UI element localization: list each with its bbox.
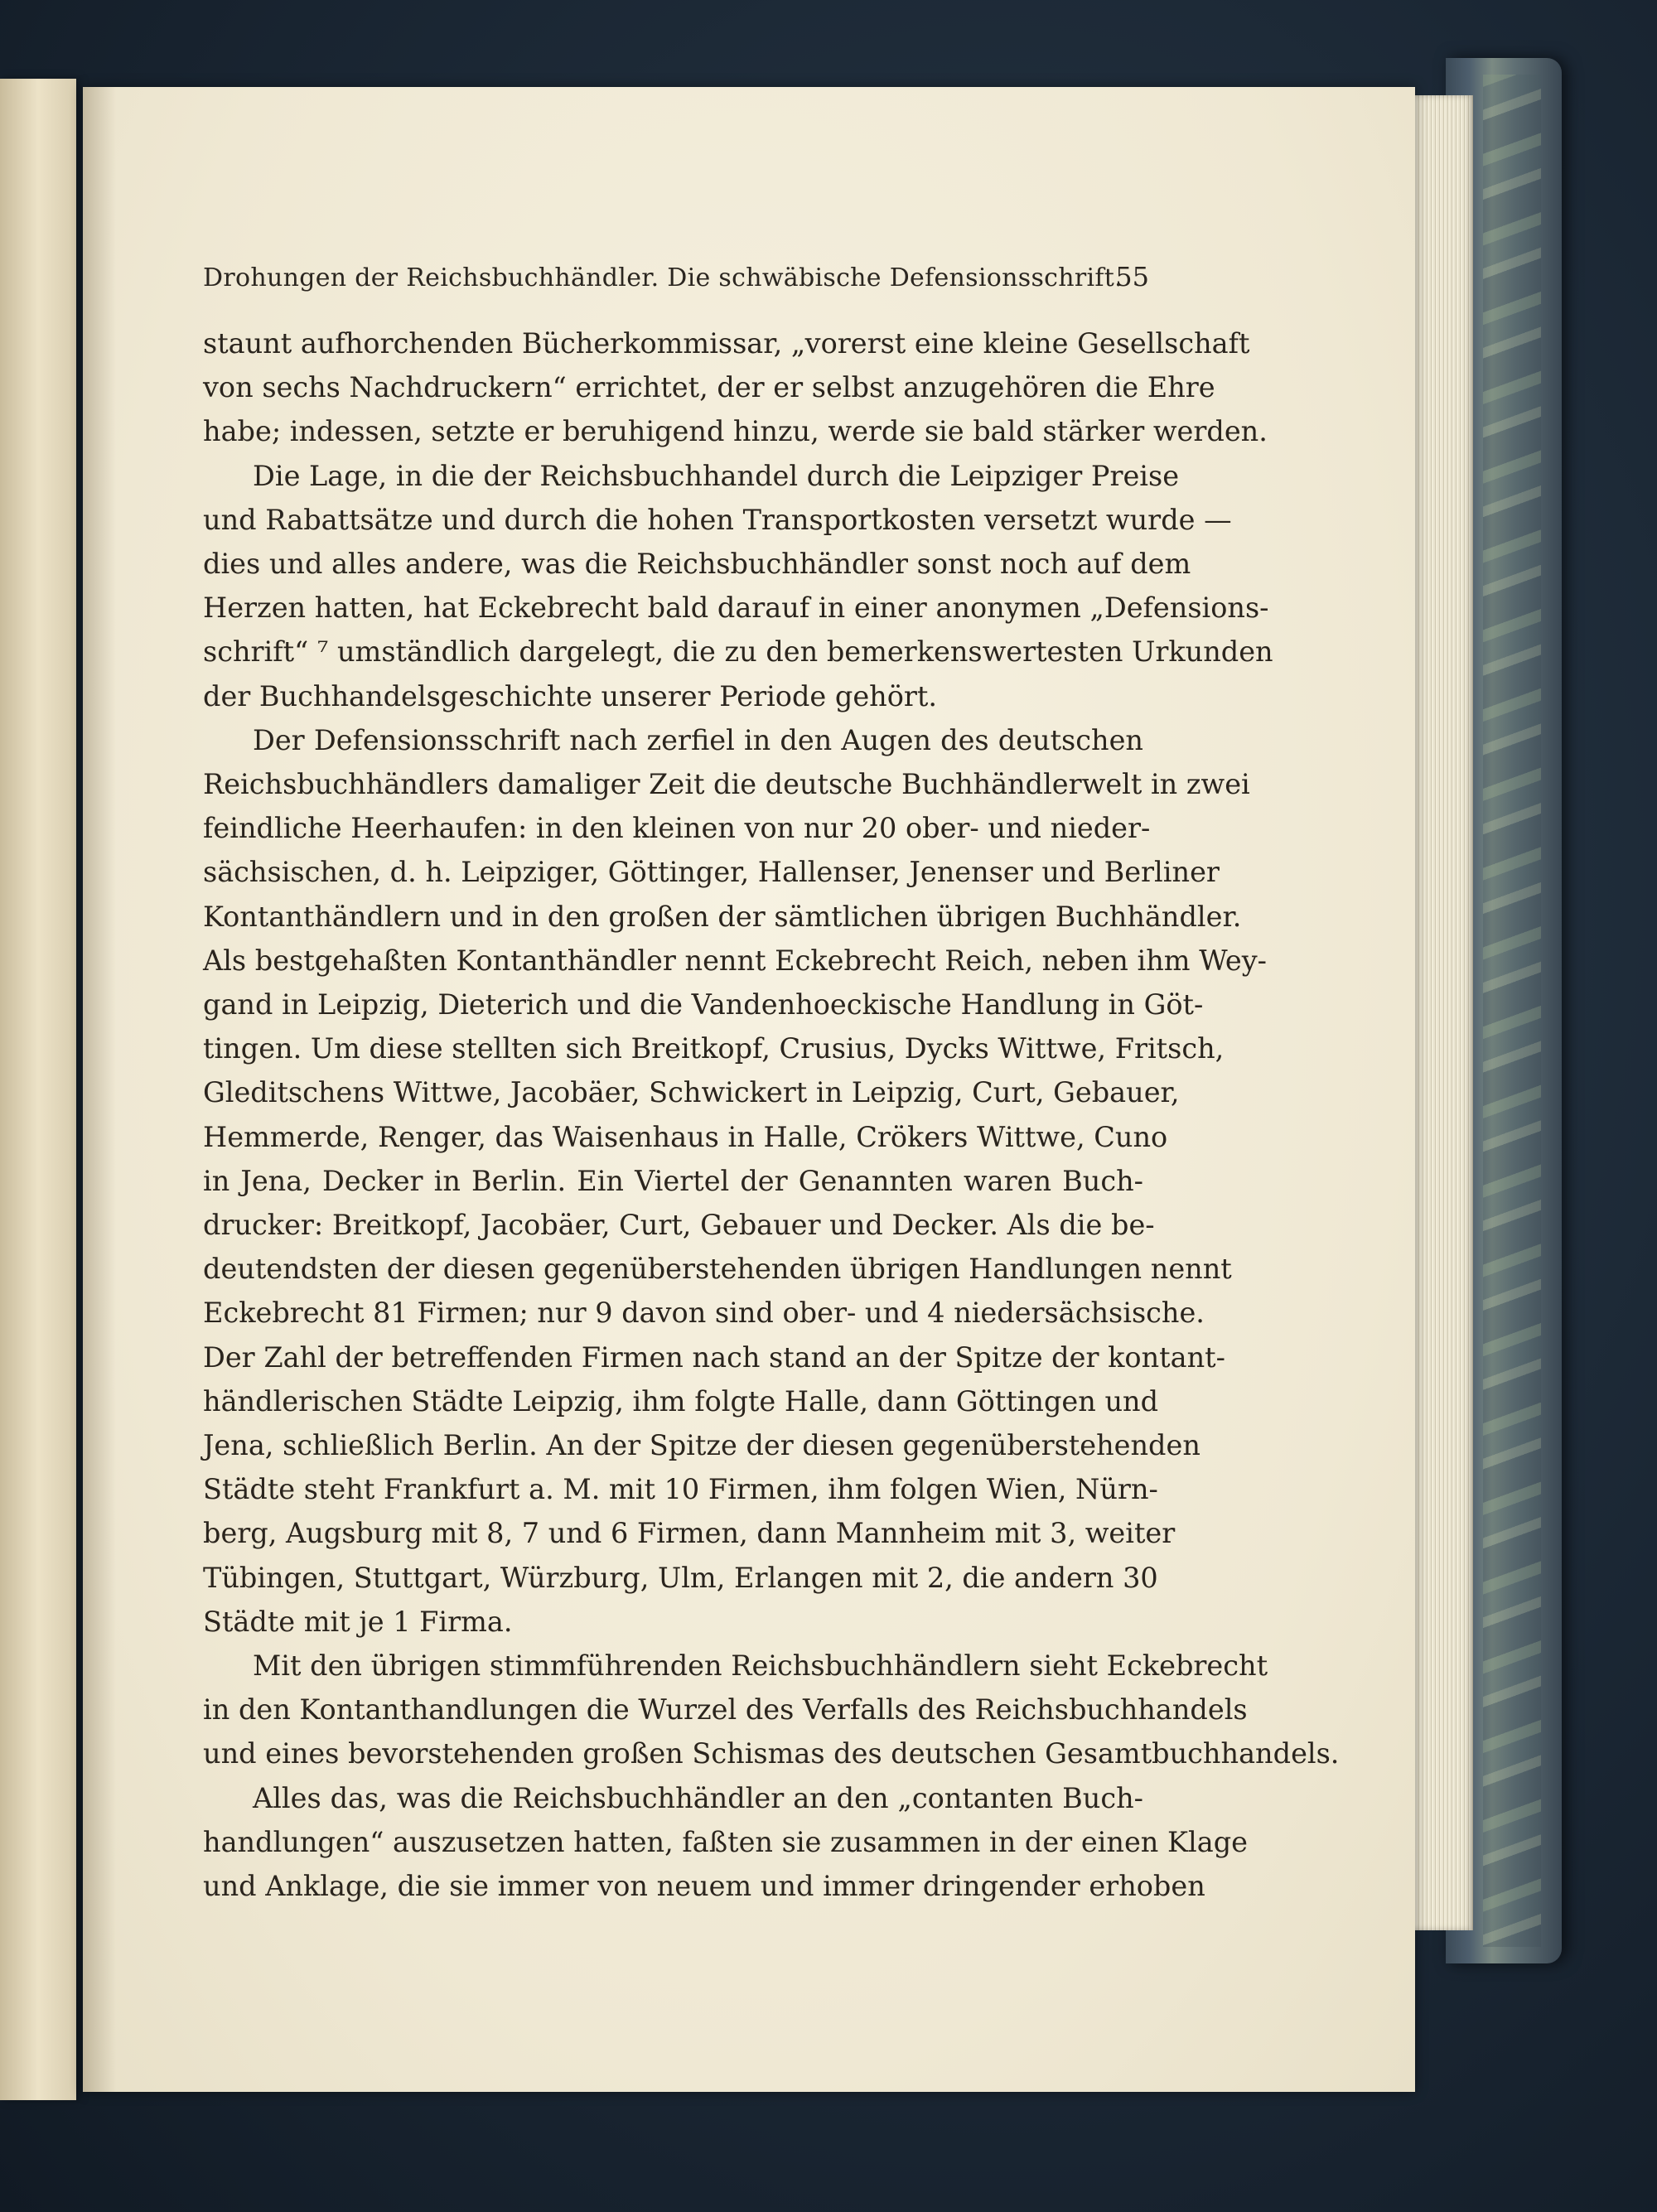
text-line: Tübingen, Stuttgart, Würzburg, Ulm, Erlangen mit 2, die andern 30 xyxy=(203,1561,1158,1594)
text-line: gand in Leipzig, Dieterich und die Vandenhoeckische Handlung in Göt- xyxy=(203,988,1204,1021)
text-line: in den Kontanthandlungen die Wurzel des Verfalls des Reichsbuchhandels xyxy=(203,1693,1248,1727)
text-line: in Jena, Decker in Berlin. Ein Viertel der Genannten waren Buch- xyxy=(203,1164,1143,1197)
text-line: Als bestgehaßten Kontanthändler nennt Eckebrecht Reich, neben ihm Wey- xyxy=(203,944,1267,977)
text-line: händlerischen Städte Leipzig, ihm folgte Halle, dann Göttingen und xyxy=(203,1384,1159,1418)
text-line: Eckebrecht 81 Firmen; nur 9 davon sind ober- und 4 niedersächsische. xyxy=(203,1297,1205,1330)
text-line: handlungen“ auszusetzen hatten, faßten sie zusammen in der einen Klage xyxy=(203,1825,1248,1858)
left-page-edge xyxy=(0,79,76,2100)
text-line: Städte steht Frankfurt a. M. mit 10 Firmen, ihm folgen Wien, Nürn- xyxy=(203,1473,1158,1506)
text-line: deutendsten der diesen gegenüberstehenden übrigen Handlungen nennt xyxy=(203,1253,1232,1286)
text-line: drucker: Breitkopf, Jacobäer, Curt, Gebauer und Decker. Als die be- xyxy=(203,1209,1155,1241)
running-head: Drohungen der Reichsbuchhändler. Die schwäbische Defensionsschrift. xyxy=(203,263,1123,292)
text-line: und Anklage, die sie immer von neuem und immer dringender erhoben xyxy=(203,1870,1205,1902)
marbled-cover-strip xyxy=(1483,75,1541,1947)
text-line: der Buchhandelsgeschichte unserer Periode gehört. xyxy=(203,679,938,712)
text-line: tingen. Um diese stellten sich Breitkopf, Crusius, Dycks Wittwe, Fritsch, xyxy=(203,1032,1225,1065)
text-line: Städte mit je 1 Firma. xyxy=(203,1605,513,1638)
text-line: Jena, schließlich Berlin. An der Spitze der diesen gegenüberstehenden xyxy=(203,1429,1200,1461)
body-text xyxy=(203,323,1340,1914)
page-number: 55 xyxy=(1115,261,1149,292)
text-line: schrift“ ⁷ umständlich dargelegt, die zu den bemerkenswertesten Urkunden xyxy=(203,635,1273,669)
text-line: Alles das, was die Reichsbuchhändler an den „contanten Buch- xyxy=(253,1781,1143,1814)
text-line: Herzen hatten, hat Eckebrecht bald darauf in einer anonymen „Defensions- xyxy=(203,592,1269,625)
text-line: Die Lage, in die der Reichsbuchhandel durch die Leipziger Preise xyxy=(253,459,1180,492)
text-line: Der Zahl der betreffenden Firmen nach stand an der Spitze der kontant- xyxy=(203,1340,1225,1374)
text-line: sächsischen, d. h. Leipziger, Göttinger, Hallenser, Jenenser und Berliner xyxy=(203,856,1220,889)
text-line: Reichsbuchhändlers damaliger Zeit die deutsche Buchhändlerwelt in zwei xyxy=(203,768,1250,800)
text-line: Gleditschens Wittwe, Jacobäer, Schwickert in Leipzig, Curt, Gebauer, xyxy=(203,1076,1180,1109)
page-block-edges xyxy=(1408,95,1473,1930)
text-line: feindliche Heerhaufen: in den kleinen von nur 20 ober- und nieder- xyxy=(203,812,1151,845)
text-line: und Rabattsätze und durch die hohen Transportkosten versetzt wurde — xyxy=(203,503,1232,536)
text-line: staunt aufhorchenden Bücherkommissar, „vorerst eine kleine Gesellschaft xyxy=(203,327,1250,360)
text-line: berg, Augsburg mit 8, 7 und 6 Firmen, dann Mannheim mit 3, weiter xyxy=(203,1517,1176,1550)
gutter-shadow xyxy=(83,87,116,2092)
text-line: von sechs Nachdruckern“ errichtet, der er selbst anzugehören die Ehre xyxy=(203,371,1215,404)
text-line: Hemmerde, Renger, das Waisenhaus in Halle, Crökers Wittwe, Cuno xyxy=(203,1120,1168,1153)
text-line: Der Defensionsschrift nach zerfiel in den Augen des deutschen xyxy=(253,723,1143,756)
text-line: Mit den übrigen stimmführenden Reichsbuchhändlern sieht Eckebrecht xyxy=(253,1649,1268,1682)
text-line: dies und alles andere, was die Reichsbuchhändler sonst noch auf dem xyxy=(203,548,1191,580)
text-line: habe; indessen, setzte er beruhigend hinzu, werde sie bald stärker werden. xyxy=(203,415,1268,448)
text-line: Kontanthändlern und in den großen der sämtlichen übrigen Buchhändler. xyxy=(203,900,1242,933)
text-line: und eines bevorstehenden großen Schismas des deutschen Gesamtbuchhandels. xyxy=(203,1737,1340,1770)
